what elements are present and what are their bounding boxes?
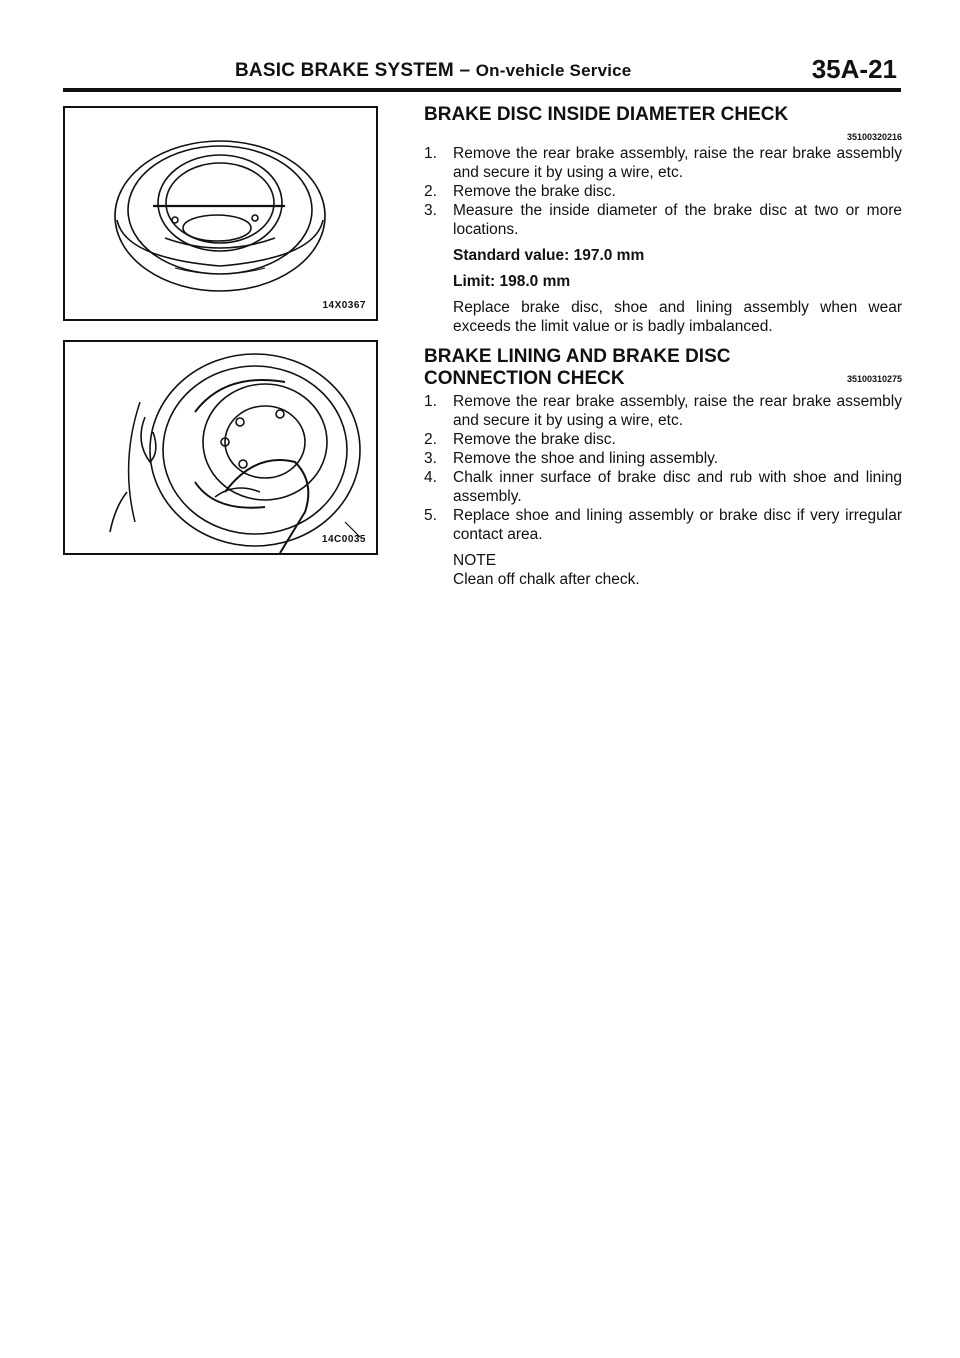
- section-code: 35100320216: [846, 132, 902, 142]
- step-text: Measure the inside diameter of the brake disc at two or more locations.: [453, 202, 902, 238]
- step-number: 1.: [424, 393, 437, 410]
- step-item: [424, 468, 902, 506]
- note-text: Clean off chalk after check.: [453, 571, 640, 588]
- step-number: 2.: [424, 183, 437, 200]
- page-number: 35A-21: [811, 54, 897, 84]
- section-title-line2: CONNECTION CHECK: [424, 368, 625, 389]
- section-title-row: [424, 368, 902, 390]
- step-text: Remove the shoe and lining assembly.: [453, 450, 719, 467]
- step-text: Remove the rear brake assembly, raise the rear brake assembly and secure it by using a wire, etc.: [453, 393, 902, 429]
- section-disc-inside-diameter: [424, 104, 902, 336]
- step-number: 2.: [424, 431, 437, 448]
- step-text: Remove the rear brake assembly, raise the rear brake assembly and secure it by using a wire, etc.: [453, 145, 902, 181]
- step-item: [424, 144, 902, 182]
- step-list: [424, 144, 902, 239]
- step-number: 3.: [424, 202, 437, 219]
- step-text: Remove the brake disc.: [453, 183, 616, 200]
- step-list: [424, 392, 902, 544]
- step-item: [424, 392, 902, 430]
- step-text: Remove the brake disc.: [453, 431, 616, 448]
- header-rule: [63, 88, 901, 92]
- step-number: 1.: [424, 145, 437, 162]
- section-title: BRAKE DISC INSIDE DIAMETER CHECK: [424, 104, 789, 125]
- replacement-note: Replace brake disc, shoe and lining assembly when wear exceeds the limit value or is badly imbalanced.: [453, 299, 902, 335]
- header-subtitle: On-vehicle Service: [475, 61, 632, 80]
- section-code: 35100310275: [846, 374, 902, 384]
- step-text: Chalk inner surface of brake disc and rub with shoe and lining assembly.: [453, 469, 902, 505]
- section-lining-connection: [424, 346, 902, 589]
- figure-code: 14X0367: [322, 300, 366, 311]
- figure-lining-contact: [63, 340, 378, 555]
- header-title: [235, 60, 631, 82]
- page-header: [63, 54, 901, 88]
- step-item: [424, 182, 902, 201]
- limit-value: Limit: 198.0 mm: [453, 273, 571, 290]
- step-item: [424, 201, 902, 239]
- brake-disc-illustration: [65, 108, 376, 319]
- header-separator: –: [459, 60, 471, 81]
- step-item: [424, 506, 902, 544]
- step-item: [424, 449, 902, 468]
- figure-code: 14C0035: [321, 534, 366, 545]
- figure-disc-diameter: [63, 106, 378, 321]
- standard-value: Standard value: 197.0 mm: [453, 247, 645, 264]
- section-title: BRAKE LINING AND BRAKE DISC: [424, 346, 731, 367]
- step-text: Replace shoe and lining assembly or brake disc if very irregular contact area.: [453, 507, 902, 543]
- content-column: [424, 104, 902, 589]
- header-section-title: BASIC BRAKE SYSTEM: [235, 60, 454, 81]
- step-number: 4.: [424, 469, 437, 486]
- note-label: NOTE: [453, 552, 497, 569]
- step-number: 3.: [424, 450, 437, 467]
- step-item: [424, 430, 902, 449]
- step-number: 5.: [424, 507, 437, 524]
- lining-contact-illustration: [65, 342, 376, 553]
